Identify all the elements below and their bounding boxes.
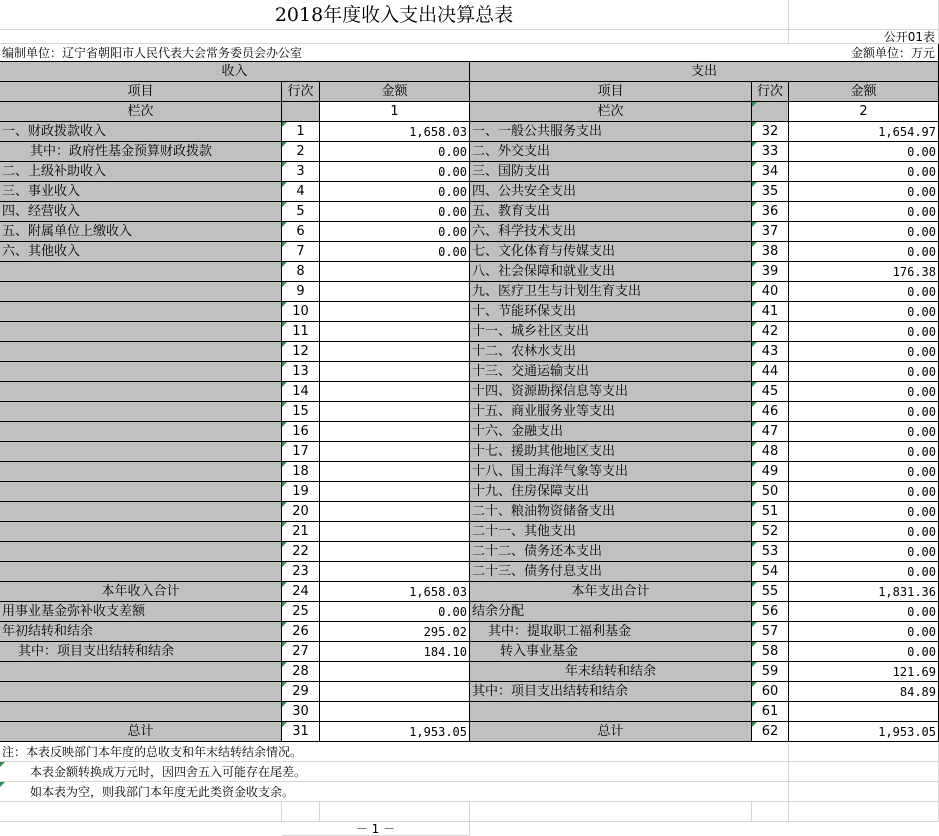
income-line-number: 31 xyxy=(282,722,320,742)
expense-line-number: 45 xyxy=(752,382,789,402)
income-line-number: 2 xyxy=(282,142,320,162)
expense-amount: 0.00 xyxy=(789,642,939,662)
income-amount xyxy=(320,662,470,682)
expense-item-label: 一、一般公共服务支出 xyxy=(470,122,752,142)
income-amount: 0.00 xyxy=(320,182,470,202)
table-row xyxy=(0,322,939,342)
note-line-2: 本表金额转换成万元时，因四舍五入可能存在尾差。 xyxy=(0,762,789,782)
income-amount: 295.02 xyxy=(320,622,470,642)
expense-item-label: 七、文化体育与传媒支出 xyxy=(470,242,752,262)
expense-amount: 0.00 xyxy=(789,462,939,482)
table-row xyxy=(0,402,939,422)
income-line-number: 1 xyxy=(282,122,320,142)
income-item-label xyxy=(0,282,282,302)
expense-line-number: 43 xyxy=(752,342,789,362)
expense-line-number: 60 xyxy=(752,682,789,702)
table-row xyxy=(0,382,939,402)
expense-line-number: 33 xyxy=(752,142,789,162)
income-item-label: 四、经营收入 xyxy=(0,202,282,222)
expense-line-number: 32 xyxy=(752,122,789,142)
table-row xyxy=(0,122,939,142)
expense-line-number: 57 xyxy=(752,622,789,642)
income-item-label xyxy=(0,362,282,382)
income-section-header: 收入 xyxy=(0,62,470,82)
note-line-3: 如本表为空，则我部门本年度无此类资金收支余。 xyxy=(0,782,789,802)
expense-item-label: 十五、商业服务业等支出 xyxy=(470,402,752,422)
expense-item-label: 六、科学技术支出 xyxy=(470,222,752,242)
income-line-number: 4 xyxy=(282,182,320,202)
expense-item-label: 总计 xyxy=(470,722,752,742)
expense-item-label: 二十、粮油物资储备支出 xyxy=(470,502,752,522)
income-line-number: 3 xyxy=(282,162,320,182)
table-row xyxy=(0,182,939,202)
expense-line-number: 55 xyxy=(752,582,789,602)
table-row xyxy=(0,722,939,742)
expense-item-label: 年末结转和结余 xyxy=(470,662,752,682)
table-row xyxy=(0,582,939,602)
income-line-number: 21 xyxy=(282,522,320,542)
table-row xyxy=(0,342,939,362)
expense-amount: 0.00 xyxy=(789,562,939,582)
income-amount xyxy=(320,342,470,362)
income-item-label xyxy=(0,542,282,562)
compiling-unit: 编制单位：辽宁省朝阳市人民代表大会常务委员会办公室 xyxy=(0,44,789,62)
expense-item-label: 四、公共安全支出 xyxy=(470,182,752,202)
income-line-number: 13 xyxy=(282,362,320,382)
table-row xyxy=(0,262,939,282)
expense-amount: 0.00 xyxy=(789,602,939,622)
expense-amount: 176.38 xyxy=(789,262,939,282)
income-item-label: 二、上级补助收入 xyxy=(0,162,282,182)
expense-amount: 0.00 xyxy=(789,322,939,342)
income-line-number: 26 xyxy=(282,622,320,642)
currency-unit: 金额单位：万元 xyxy=(789,44,939,62)
page-number: － 1 － xyxy=(282,822,470,836)
expense-amount: 0.00 xyxy=(789,162,939,182)
income-amount: 0.00 xyxy=(320,222,470,242)
expense-amount xyxy=(789,702,939,722)
expense-item-label: 其中：提取职工福利基金 xyxy=(470,622,752,642)
income-line-number: 25 xyxy=(282,602,320,622)
income-item-label xyxy=(0,342,282,362)
income-item-label xyxy=(0,322,282,342)
income-index-number: 1 xyxy=(320,102,470,122)
page-title: 2018年度收入支出决算总表 xyxy=(0,0,789,30)
income-amount xyxy=(320,382,470,402)
income-amount xyxy=(320,442,470,462)
income-item-label: 总计 xyxy=(0,722,282,742)
expense-item-label: 五、教育支出 xyxy=(470,202,752,222)
income-line-number: 7 xyxy=(282,242,320,262)
table-row xyxy=(0,482,939,502)
expense-item-label: 其中：项目支出结转和结余 xyxy=(470,682,752,702)
income-item-label xyxy=(0,462,282,482)
table-row xyxy=(0,562,939,582)
expense-line-number: 38 xyxy=(752,242,789,262)
table-row xyxy=(0,422,939,442)
income-line-number: 11 xyxy=(282,322,320,342)
income-line-number: 30 xyxy=(282,702,320,722)
income-item-label xyxy=(0,262,282,282)
income-line-number: 6 xyxy=(282,222,320,242)
income-amount xyxy=(320,482,470,502)
expense-item-label: 十、节能环保支出 xyxy=(470,302,752,322)
table-row xyxy=(0,542,939,562)
expense-line-number: 35 xyxy=(752,182,789,202)
income-amount: 0.00 xyxy=(320,162,470,182)
expense-line-number: 42 xyxy=(752,322,789,342)
table-row xyxy=(0,162,939,182)
expense-item-label: 十四、资源勘探信息等支出 xyxy=(470,382,752,402)
table-row xyxy=(0,222,939,242)
table-row xyxy=(0,442,939,462)
income-item-label xyxy=(0,302,282,322)
expense-amount: 0.00 xyxy=(789,242,939,262)
income-amount xyxy=(320,542,470,562)
table-row xyxy=(0,462,939,482)
income-line-number: 20 xyxy=(282,502,320,522)
income-item-label: 年初结转和结余 xyxy=(0,622,282,642)
expense-line-number: 40 xyxy=(752,282,789,302)
income-item-label xyxy=(0,482,282,502)
table-row xyxy=(0,302,939,322)
income-item-label xyxy=(0,562,282,582)
income-item-label: 五、附属单位上缴收入 xyxy=(0,222,282,242)
expense-item-label: 十六、金融支出 xyxy=(470,422,752,442)
income-item-label xyxy=(0,442,282,462)
income-item-label xyxy=(0,662,282,682)
income-item-label: 三、事业收入 xyxy=(0,182,282,202)
income-line-number: 24 xyxy=(282,582,320,602)
income-item-label: 一、财政拨款收入 xyxy=(0,122,282,142)
expense-line-header: 行次 xyxy=(752,82,789,102)
expense-section-header: 支出 xyxy=(470,62,939,82)
expense-line-number: 46 xyxy=(752,402,789,422)
income-line-number: 15 xyxy=(282,402,320,422)
expense-amount: 0.00 xyxy=(789,382,939,402)
expense-amount: 0.00 xyxy=(789,202,939,222)
table-row xyxy=(0,642,939,662)
expense-line-number: 51 xyxy=(752,502,789,522)
income-amount xyxy=(320,282,470,302)
expense-index-number: 2 xyxy=(789,102,939,122)
expense-amount-header: 金额 xyxy=(789,82,939,102)
expense-line-number: 48 xyxy=(752,442,789,462)
income-line-number: 14 xyxy=(282,382,320,402)
expense-item-label xyxy=(470,702,752,722)
expense-line-number: 34 xyxy=(752,162,789,182)
income-amount xyxy=(320,522,470,542)
income-item-label xyxy=(0,402,282,422)
expense-amount: 0.00 xyxy=(789,622,939,642)
expense-amount: 0.00 xyxy=(789,482,939,502)
expense-line-number: 47 xyxy=(752,422,789,442)
table-row xyxy=(0,702,939,722)
income-amount: 1,658.03 xyxy=(320,122,470,142)
expense-line-number: 61 xyxy=(752,702,789,722)
expense-amount: 0.00 xyxy=(789,522,939,542)
expense-item-label: 二十三、债务付息支出 xyxy=(470,562,752,582)
expense-item-label: 三、国防支出 xyxy=(470,162,752,182)
expense-amount: 0.00 xyxy=(789,282,939,302)
income-amount xyxy=(320,422,470,442)
table-row xyxy=(0,522,939,542)
expense-amount: 1,953.05 xyxy=(789,722,939,742)
income-amount: 1,953.05 xyxy=(320,722,470,742)
income-item-label xyxy=(0,522,282,542)
income-item-label: 六、其他收入 xyxy=(0,242,282,262)
expense-line-number: 41 xyxy=(752,302,789,322)
income-amount: 0.00 xyxy=(320,142,470,162)
income-item-label xyxy=(0,682,282,702)
income-amount xyxy=(320,362,470,382)
income-line-number: 17 xyxy=(282,442,320,462)
expense-amount: 121.69 xyxy=(789,662,939,682)
income-amount xyxy=(320,462,470,482)
income-amount: 184.10 xyxy=(320,642,470,662)
expense-item-label: 二十一、其他支出 xyxy=(470,522,752,542)
expense-item-label: 八、社会保障和就业支出 xyxy=(470,262,752,282)
expense-item-label: 本年支出合计 xyxy=(470,582,752,602)
expense-item-label: 十二、农林水支出 xyxy=(470,342,752,362)
expense-amount: 0.00 xyxy=(789,182,939,202)
expense-item-label: 十一、城乡社区支出 xyxy=(470,322,752,342)
income-amount xyxy=(320,502,470,522)
expense-amount: 0.00 xyxy=(789,422,939,442)
table-row xyxy=(0,682,939,702)
table-row xyxy=(0,362,939,382)
expense-amount: 1,654.97 xyxy=(789,122,939,142)
income-line-number: 5 xyxy=(282,202,320,222)
table-row xyxy=(0,282,939,302)
expense-amount: 0.00 xyxy=(789,362,939,382)
expense-item-label: 十七、援助其他地区支出 xyxy=(470,442,752,462)
expense-line-number: 58 xyxy=(752,642,789,662)
expense-item-label: 转入事业基金 xyxy=(470,642,752,662)
income-amount: 0.00 xyxy=(320,602,470,622)
table-row xyxy=(0,662,939,682)
income-line-header: 行次 xyxy=(282,82,320,102)
expense-item-label: 十八、国土海洋气象等支出 xyxy=(470,462,752,482)
income-item-label xyxy=(0,502,282,522)
expense-item-label: 结余分配 xyxy=(470,602,752,622)
table-row xyxy=(0,202,939,222)
table-row xyxy=(0,242,939,262)
income-line-number: 19 xyxy=(282,482,320,502)
expense-line-number: 59 xyxy=(752,662,789,682)
income-item-label: 本年收入合计 xyxy=(0,582,282,602)
income-item-label xyxy=(0,422,282,442)
table-row xyxy=(0,142,939,162)
expense-amount: 0.00 xyxy=(789,542,939,562)
expense-item-label: 二十二、债务还本支出 xyxy=(470,542,752,562)
expense-line-number: 44 xyxy=(752,362,789,382)
expense-amount: 0.00 xyxy=(789,302,939,322)
income-line-number: 28 xyxy=(282,662,320,682)
income-item-label: 其中：政府性基金预算财政拨款 xyxy=(0,142,282,162)
expense-amount: 84.89 xyxy=(789,682,939,702)
income-item-header: 项目 xyxy=(0,82,282,102)
expense-line-number: 62 xyxy=(752,722,789,742)
expense-index-label: 栏次 xyxy=(470,102,752,122)
income-amount: 1,658.03 xyxy=(320,582,470,602)
income-line-number: 18 xyxy=(282,462,320,482)
income-amount: 0.00 xyxy=(320,242,470,262)
income-amount xyxy=(320,562,470,582)
expense-item-label: 九、医疗卫生与计划生育支出 xyxy=(470,282,752,302)
income-amount xyxy=(320,302,470,322)
expense-line-number: 56 xyxy=(752,602,789,622)
expense-amount: 0.00 xyxy=(789,142,939,162)
expense-line-number: 37 xyxy=(752,222,789,242)
income-line-number: 12 xyxy=(282,342,320,362)
income-line-number: 10 xyxy=(282,302,320,322)
table-row xyxy=(0,622,939,642)
income-amount xyxy=(320,322,470,342)
expense-amount: 0.00 xyxy=(789,402,939,422)
expense-line-number: 39 xyxy=(752,262,789,282)
income-line-number: 9 xyxy=(282,282,320,302)
expense-line-number: 36 xyxy=(752,202,789,222)
expense-amount: 0.00 xyxy=(789,442,939,462)
expense-item-label: 十九、住房保障支出 xyxy=(470,482,752,502)
form-code: 公开01表 xyxy=(789,30,939,44)
table-row xyxy=(0,502,939,522)
income-item-label xyxy=(0,382,282,402)
income-amount xyxy=(320,262,470,282)
expense-amount: 0.00 xyxy=(789,222,939,242)
expense-item-label: 二、外交支出 xyxy=(470,142,752,162)
income-line-number: 27 xyxy=(282,642,320,662)
income-line-number: 16 xyxy=(282,422,320,442)
expense-item-label: 十三、交通运输支出 xyxy=(470,362,752,382)
expense-amount: 1,831.36 xyxy=(789,582,939,602)
income-amount xyxy=(320,402,470,422)
income-amount: 0.00 xyxy=(320,202,470,222)
income-amount xyxy=(320,682,470,702)
income-line-number: 23 xyxy=(282,562,320,582)
income-item-label: 用事业基金弥补收支差额 xyxy=(0,602,282,622)
expense-item-header: 项目 xyxy=(470,82,752,102)
expense-line-number: 49 xyxy=(752,462,789,482)
income-item-label xyxy=(0,702,282,722)
income-amount xyxy=(320,702,470,722)
note-line-1: 注：本表反映部门本年度的总收支和年末结转结余情况。 xyxy=(0,742,789,762)
expense-line-number: 50 xyxy=(752,482,789,502)
income-line-number: 8 xyxy=(282,262,320,282)
income-amount-header: 金额 xyxy=(320,82,470,102)
income-line-number: 29 xyxy=(282,682,320,702)
expense-amount: 0.00 xyxy=(789,342,939,362)
income-line-number: 22 xyxy=(282,542,320,562)
expense-line-number: 52 xyxy=(752,522,789,542)
income-item-label: 其中：项目支出结转和结余 xyxy=(0,642,282,662)
expense-amount: 0.00 xyxy=(789,502,939,522)
income-index-label: 栏次 xyxy=(0,102,282,122)
expense-line-number: 53 xyxy=(752,542,789,562)
expense-line-number: 54 xyxy=(752,562,789,582)
table-row xyxy=(0,602,939,622)
